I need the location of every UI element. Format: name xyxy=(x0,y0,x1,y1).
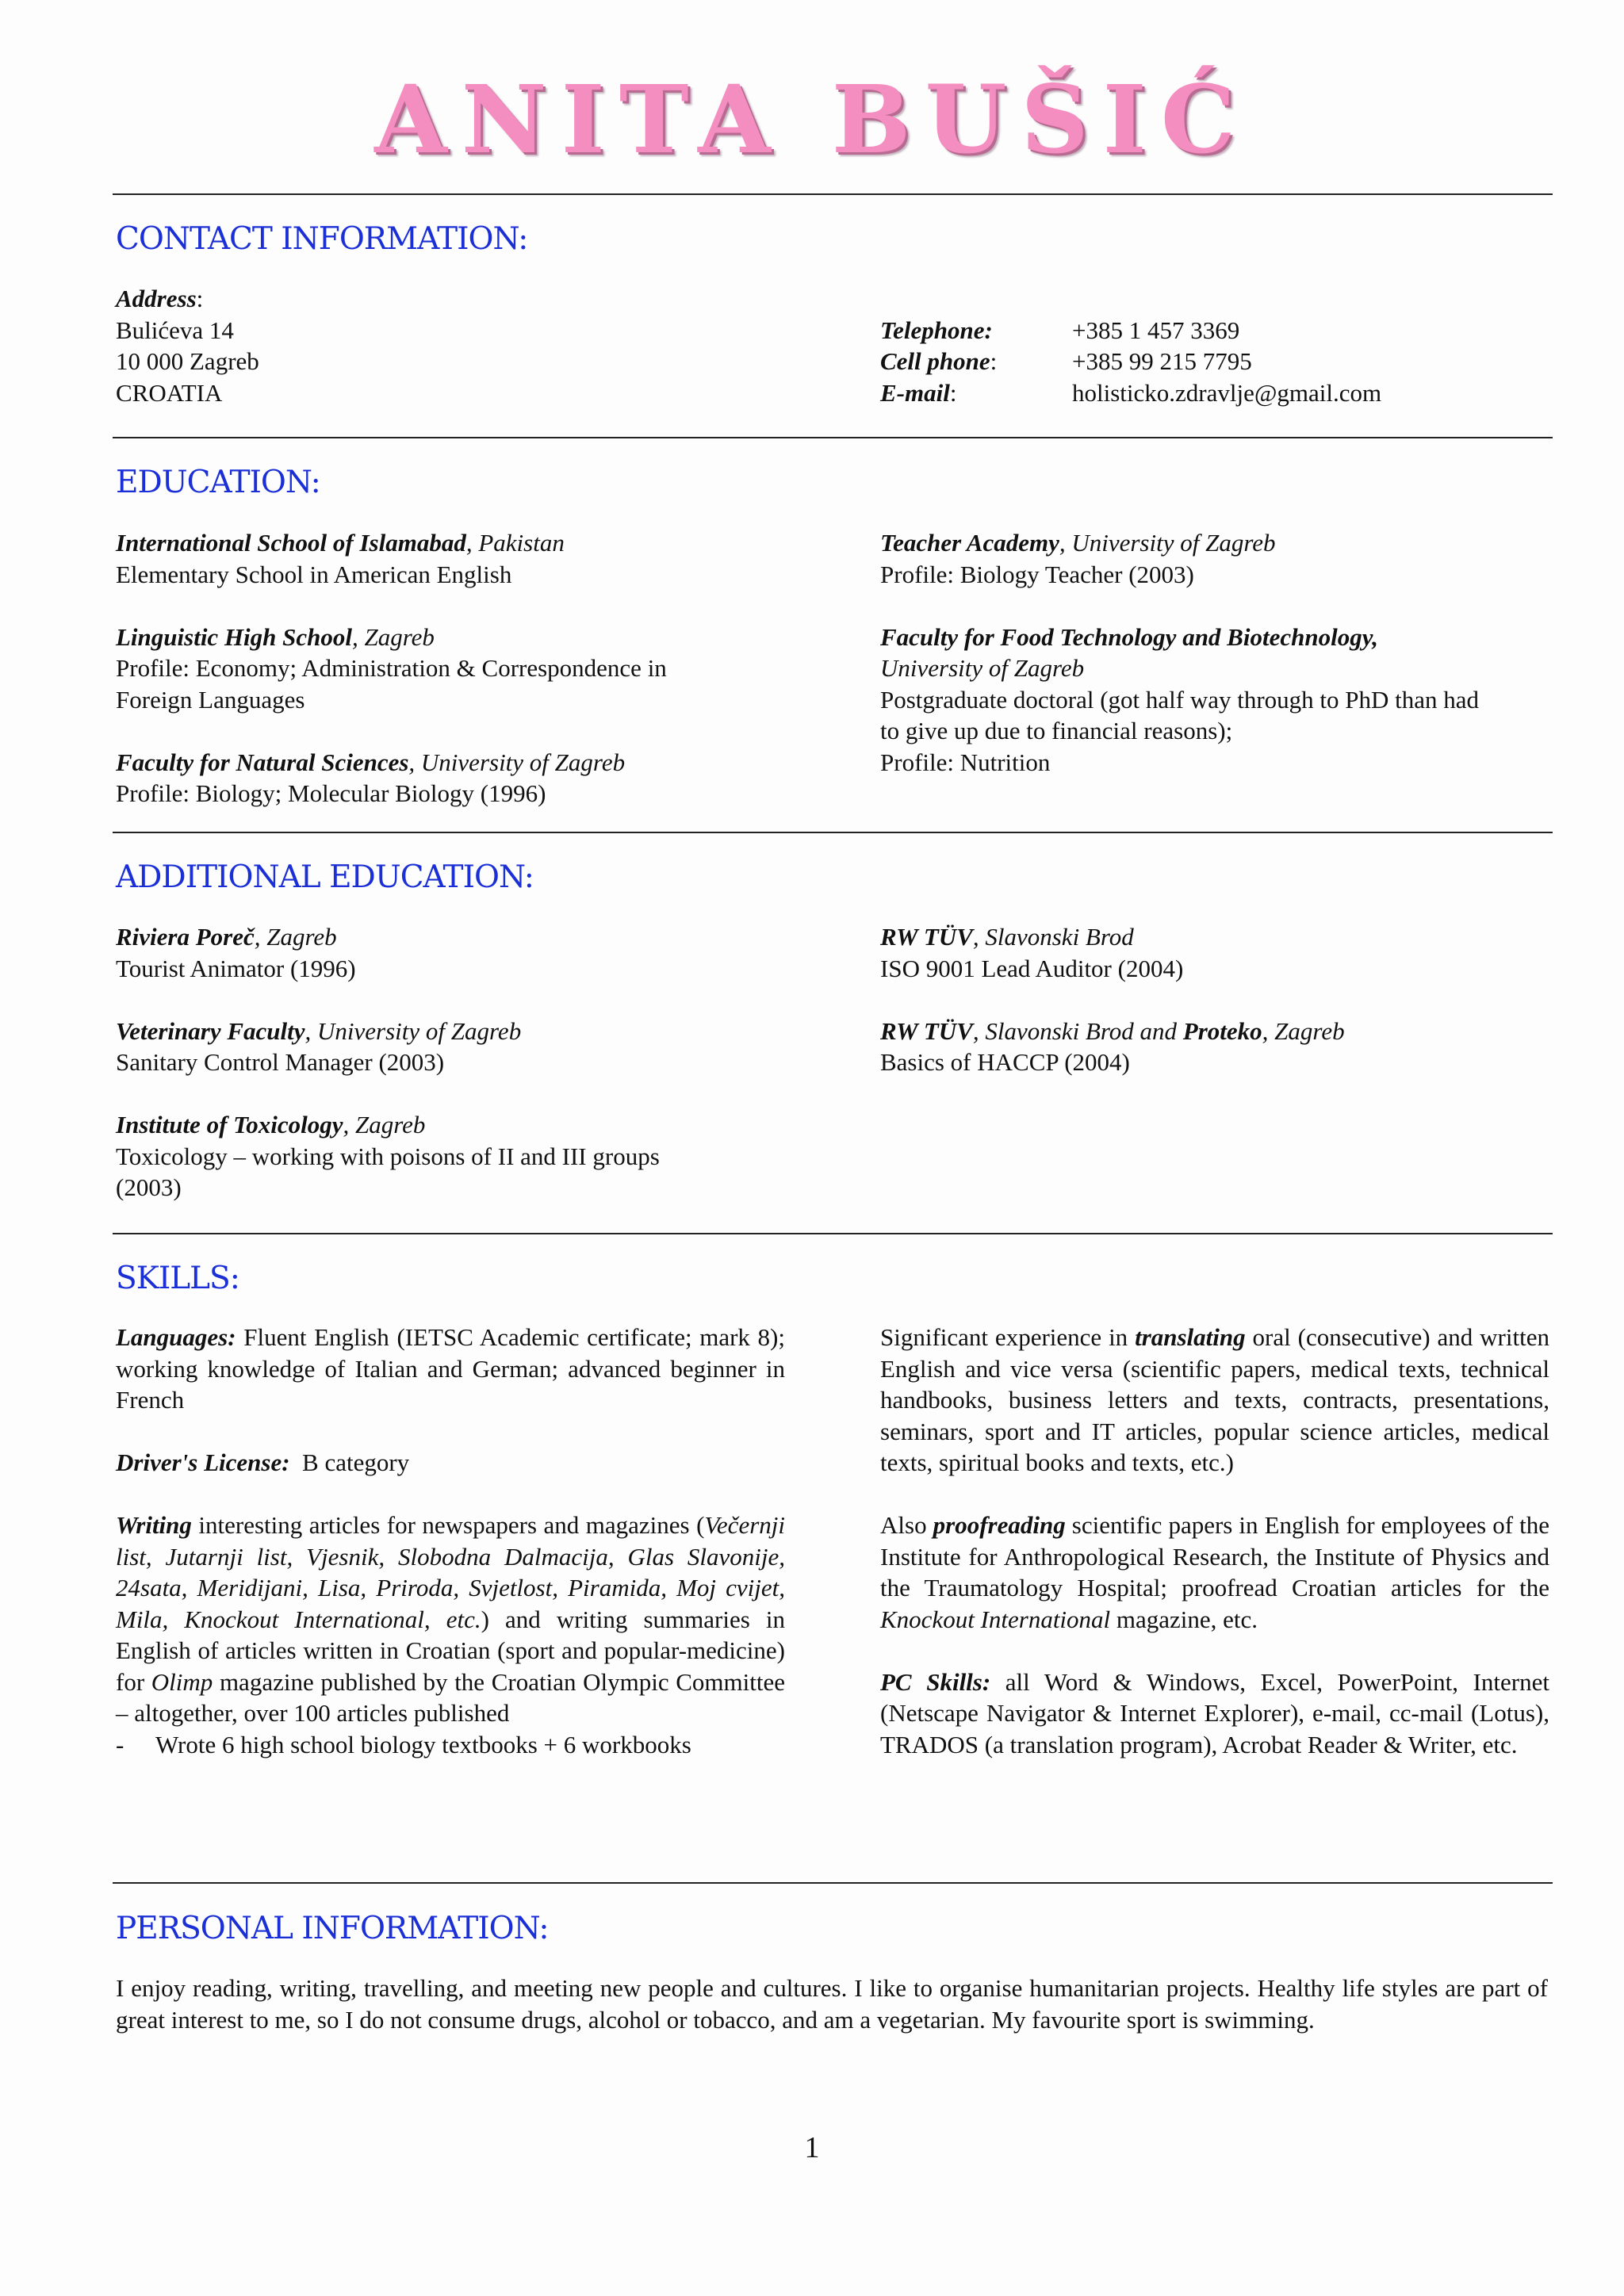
pc-skills-text: all Word & Windows, Excel, PowerPoint, Internet (Netscape Navigator & Internet Explorer), e-mail, cc-mail (Lotus), TRADOS (a translation program), Acrobat Reader & Writer, etc. xyxy=(880,1667,1549,1758)
additional-entry xyxy=(116,921,785,984)
divider xyxy=(113,832,1553,833)
cell-phone-value: +385 99 215 7795 xyxy=(1072,347,1252,375)
divider xyxy=(113,1882,1553,1884)
publication-list: Večernji list, Jutarnji list, Vjesnik, Slobodna Dalmacija, Glas Slavonije, 24sata, Meridijani, Lisa, Priroda, Svjetlost, Piramida, Moj cvijet, Mila, Knockout International, etc. xyxy=(116,1511,785,1633)
skills-right-column xyxy=(880,1322,1549,1760)
education-detail: Elementary School in American English xyxy=(116,560,512,588)
institution-name: Institute of Toxicology xyxy=(116,1111,343,1138)
writing-text: magazine published by the Croatian Olympic Committee – altogether, over 100 articles published xyxy=(116,1667,785,1727)
institution-place: , Pakistan xyxy=(465,529,565,557)
additional-detail: Basics of HACCP (2004) xyxy=(880,1048,1130,1076)
institution-place: , University of Zagreb xyxy=(304,1016,522,1045)
proofreading-label: proofreading xyxy=(933,1511,1066,1539)
additional-detail: Toxicology – working with poisons of II and III groups xyxy=(116,1142,660,1170)
skills-left-column xyxy=(116,1322,785,1760)
proofreading-text: magazine, etc. xyxy=(1110,1605,1258,1633)
email-label: E-mail xyxy=(880,378,950,407)
writing-label: Writing xyxy=(116,1511,192,1539)
institution-name: Faculty for Food Technology and Biotechnology, xyxy=(880,622,1379,651)
cv-name-heading: ANITA BUŠIĆ xyxy=(374,64,1250,174)
education-detail: Profile: Economy; Administration & Correspondence in xyxy=(116,654,667,682)
institution-place: , Slavonski Brod and xyxy=(972,1016,1183,1045)
magazine-name: Knockout International xyxy=(880,1605,1111,1633)
telephone-label: Telephone: xyxy=(880,316,993,344)
education-entry xyxy=(116,622,785,716)
skills-section-title: SKILLS: xyxy=(116,1261,239,1296)
license-label: Driver's License: xyxy=(116,1448,290,1476)
institution-name: Proteko xyxy=(1182,1016,1262,1045)
personal-section-title: PERSONAL INFORMATION: xyxy=(116,1911,549,1946)
additional-entry xyxy=(116,1109,785,1203)
institution-place: , Zagreb xyxy=(254,923,337,951)
textbooks-text: Wrote 6 high school biology textbooks + 6 workbooks xyxy=(155,1730,691,1758)
institution-place: , Zagreb xyxy=(343,1111,426,1138)
cell-phone-label: Cell phone xyxy=(880,347,990,375)
list-dash: - xyxy=(116,1730,124,1758)
address-line: Bulićeva 14 xyxy=(116,316,234,344)
institution-place: , Zagreb xyxy=(352,622,435,651)
translating-text: oral (consecutive) and written English and vice versa (scientific papers, medical texts, technical handbooks, business letters and texts, contracts, presentations, seminars, sport and IT articles, popular science articles, medical texts, spiritual books and texts, etc.) xyxy=(880,1323,1549,1476)
education-entry xyxy=(880,622,1549,779)
translating-paragraph xyxy=(880,1322,1549,1479)
address-line: CROATIA xyxy=(116,378,223,407)
writing-text: ) and writing summaries in English of articles written in Croatian (sport and popular-medicine) for xyxy=(116,1605,785,1696)
phone-block: Telephone: +385 1 457 3369 Cell phone: +385 99 215 7795 E-mail: holisticko.zdravlje@gmail.com xyxy=(880,315,1549,409)
education-section-title: EDUCATION: xyxy=(116,465,320,500)
translating-label: translating xyxy=(1135,1323,1246,1351)
additional-detail: Sanitary Control Manager (2003) xyxy=(116,1048,445,1076)
magazine-name: Olimp xyxy=(151,1667,213,1696)
proofreading-text: scientific papers in English for employees of the Institute for Anthropological Research, the Institute of Physics and the Traumatology Hospital; proofread Croatian articles for the xyxy=(880,1511,1549,1601)
additional-left-column xyxy=(116,921,785,1203)
additional-education-section-title: ADDITIONAL EDUCATION: xyxy=(116,859,534,895)
email-value[interactable]: holisticko.zdravlje@gmail.com xyxy=(1072,378,1382,407)
additional-right-column xyxy=(880,921,1549,1078)
education-entry xyxy=(116,527,785,590)
proofreading-paragraph xyxy=(880,1510,1549,1635)
institution-name: RW TÜV xyxy=(880,923,973,951)
divider xyxy=(113,1233,1553,1234)
institution-place: , Slavonski Brod xyxy=(972,923,1134,951)
telephone-value: +385 1 457 3369 xyxy=(1072,316,1240,344)
translating-text: Significant experience in xyxy=(880,1323,1136,1351)
additional-entry xyxy=(880,1016,1549,1078)
page-number: 1 xyxy=(804,2131,820,2164)
education-detail: to give up due to financial reasons); xyxy=(880,717,1233,744)
pc-skills-label: PC Skills: xyxy=(880,1667,991,1696)
institution-name: Veterinary Faculty xyxy=(116,1016,305,1045)
education-detail: Profile: Nutrition xyxy=(880,748,1051,776)
languages-text: Fluent English (IETSC Academic certificate; mark 8); working knowledge of Italian and German; advanced beginner in French xyxy=(116,1323,785,1414)
contact-section-title: CONTACT INFORMATION: xyxy=(116,221,528,257)
pc-skills-paragraph xyxy=(880,1667,1549,1761)
education-detail: Profile: Biology; Molecular Biology (1996) xyxy=(116,779,546,807)
languages-paragraph xyxy=(116,1322,785,1416)
languages-label: Languages: xyxy=(116,1323,236,1351)
education-entry xyxy=(880,527,1549,590)
institution-place: University of Zagreb xyxy=(880,654,1085,682)
institution-place: , Zagreb xyxy=(1262,1016,1345,1045)
institution-name: Riviera Poreč xyxy=(116,923,255,951)
institution-name: International School of Islamabad xyxy=(116,529,466,557)
education-detail: Foreign Languages xyxy=(116,685,305,714)
additional-detail: Tourist Animator (1996) xyxy=(116,954,356,982)
education-left-column xyxy=(116,527,785,809)
address-line: 10 000 Zagreb xyxy=(116,347,259,375)
textbooks-item xyxy=(116,1729,785,1761)
writing-text: interesting articles for newspapers and magazines ( xyxy=(191,1511,705,1539)
license-paragraph xyxy=(116,1447,785,1479)
address-block: Address: Bulićeva 14 10 000 Zagreb CROATIA xyxy=(116,283,785,408)
institution-name: RW TÜV xyxy=(880,1016,973,1045)
additional-detail: (2003) xyxy=(116,1173,182,1201)
institution-place: , University of Zagreb xyxy=(1059,529,1276,557)
writing-paragraph xyxy=(116,1510,785,1729)
additional-entry xyxy=(880,921,1549,984)
education-detail: Profile: Biology Teacher (2003) xyxy=(880,560,1194,588)
divider xyxy=(113,193,1553,195)
divider xyxy=(113,437,1553,438)
institution-name: Teacher Academy xyxy=(880,529,1059,557)
address-label: Address xyxy=(116,285,197,312)
proofreading-text: Also xyxy=(880,1511,933,1539)
institution-name: Linguistic High School xyxy=(116,622,353,651)
education-detail: Postgraduate doctoral (got half way through to PhD than had xyxy=(880,685,1480,714)
education-right-column xyxy=(880,527,1549,778)
additional-entry xyxy=(116,1016,785,1078)
education-entry xyxy=(116,747,785,809)
institution-name: Faculty for Natural Sciences xyxy=(116,748,409,776)
additional-detail: ISO 9001 Lead Auditor (2004) xyxy=(880,954,1184,982)
personal-paragraph: I enjoy reading, writing, travelling, and meeting new people and cultures. I like to organise humanitarian projects. Healthy life styles are part of great interest to me, so I do not consume drugs, alcohol or tobacco, and am a vegetarian. My favourite sport is swimming. xyxy=(116,1974,1548,2034)
license-text: B category xyxy=(289,1448,410,1476)
institution-place: , University of Zagreb xyxy=(408,748,626,776)
